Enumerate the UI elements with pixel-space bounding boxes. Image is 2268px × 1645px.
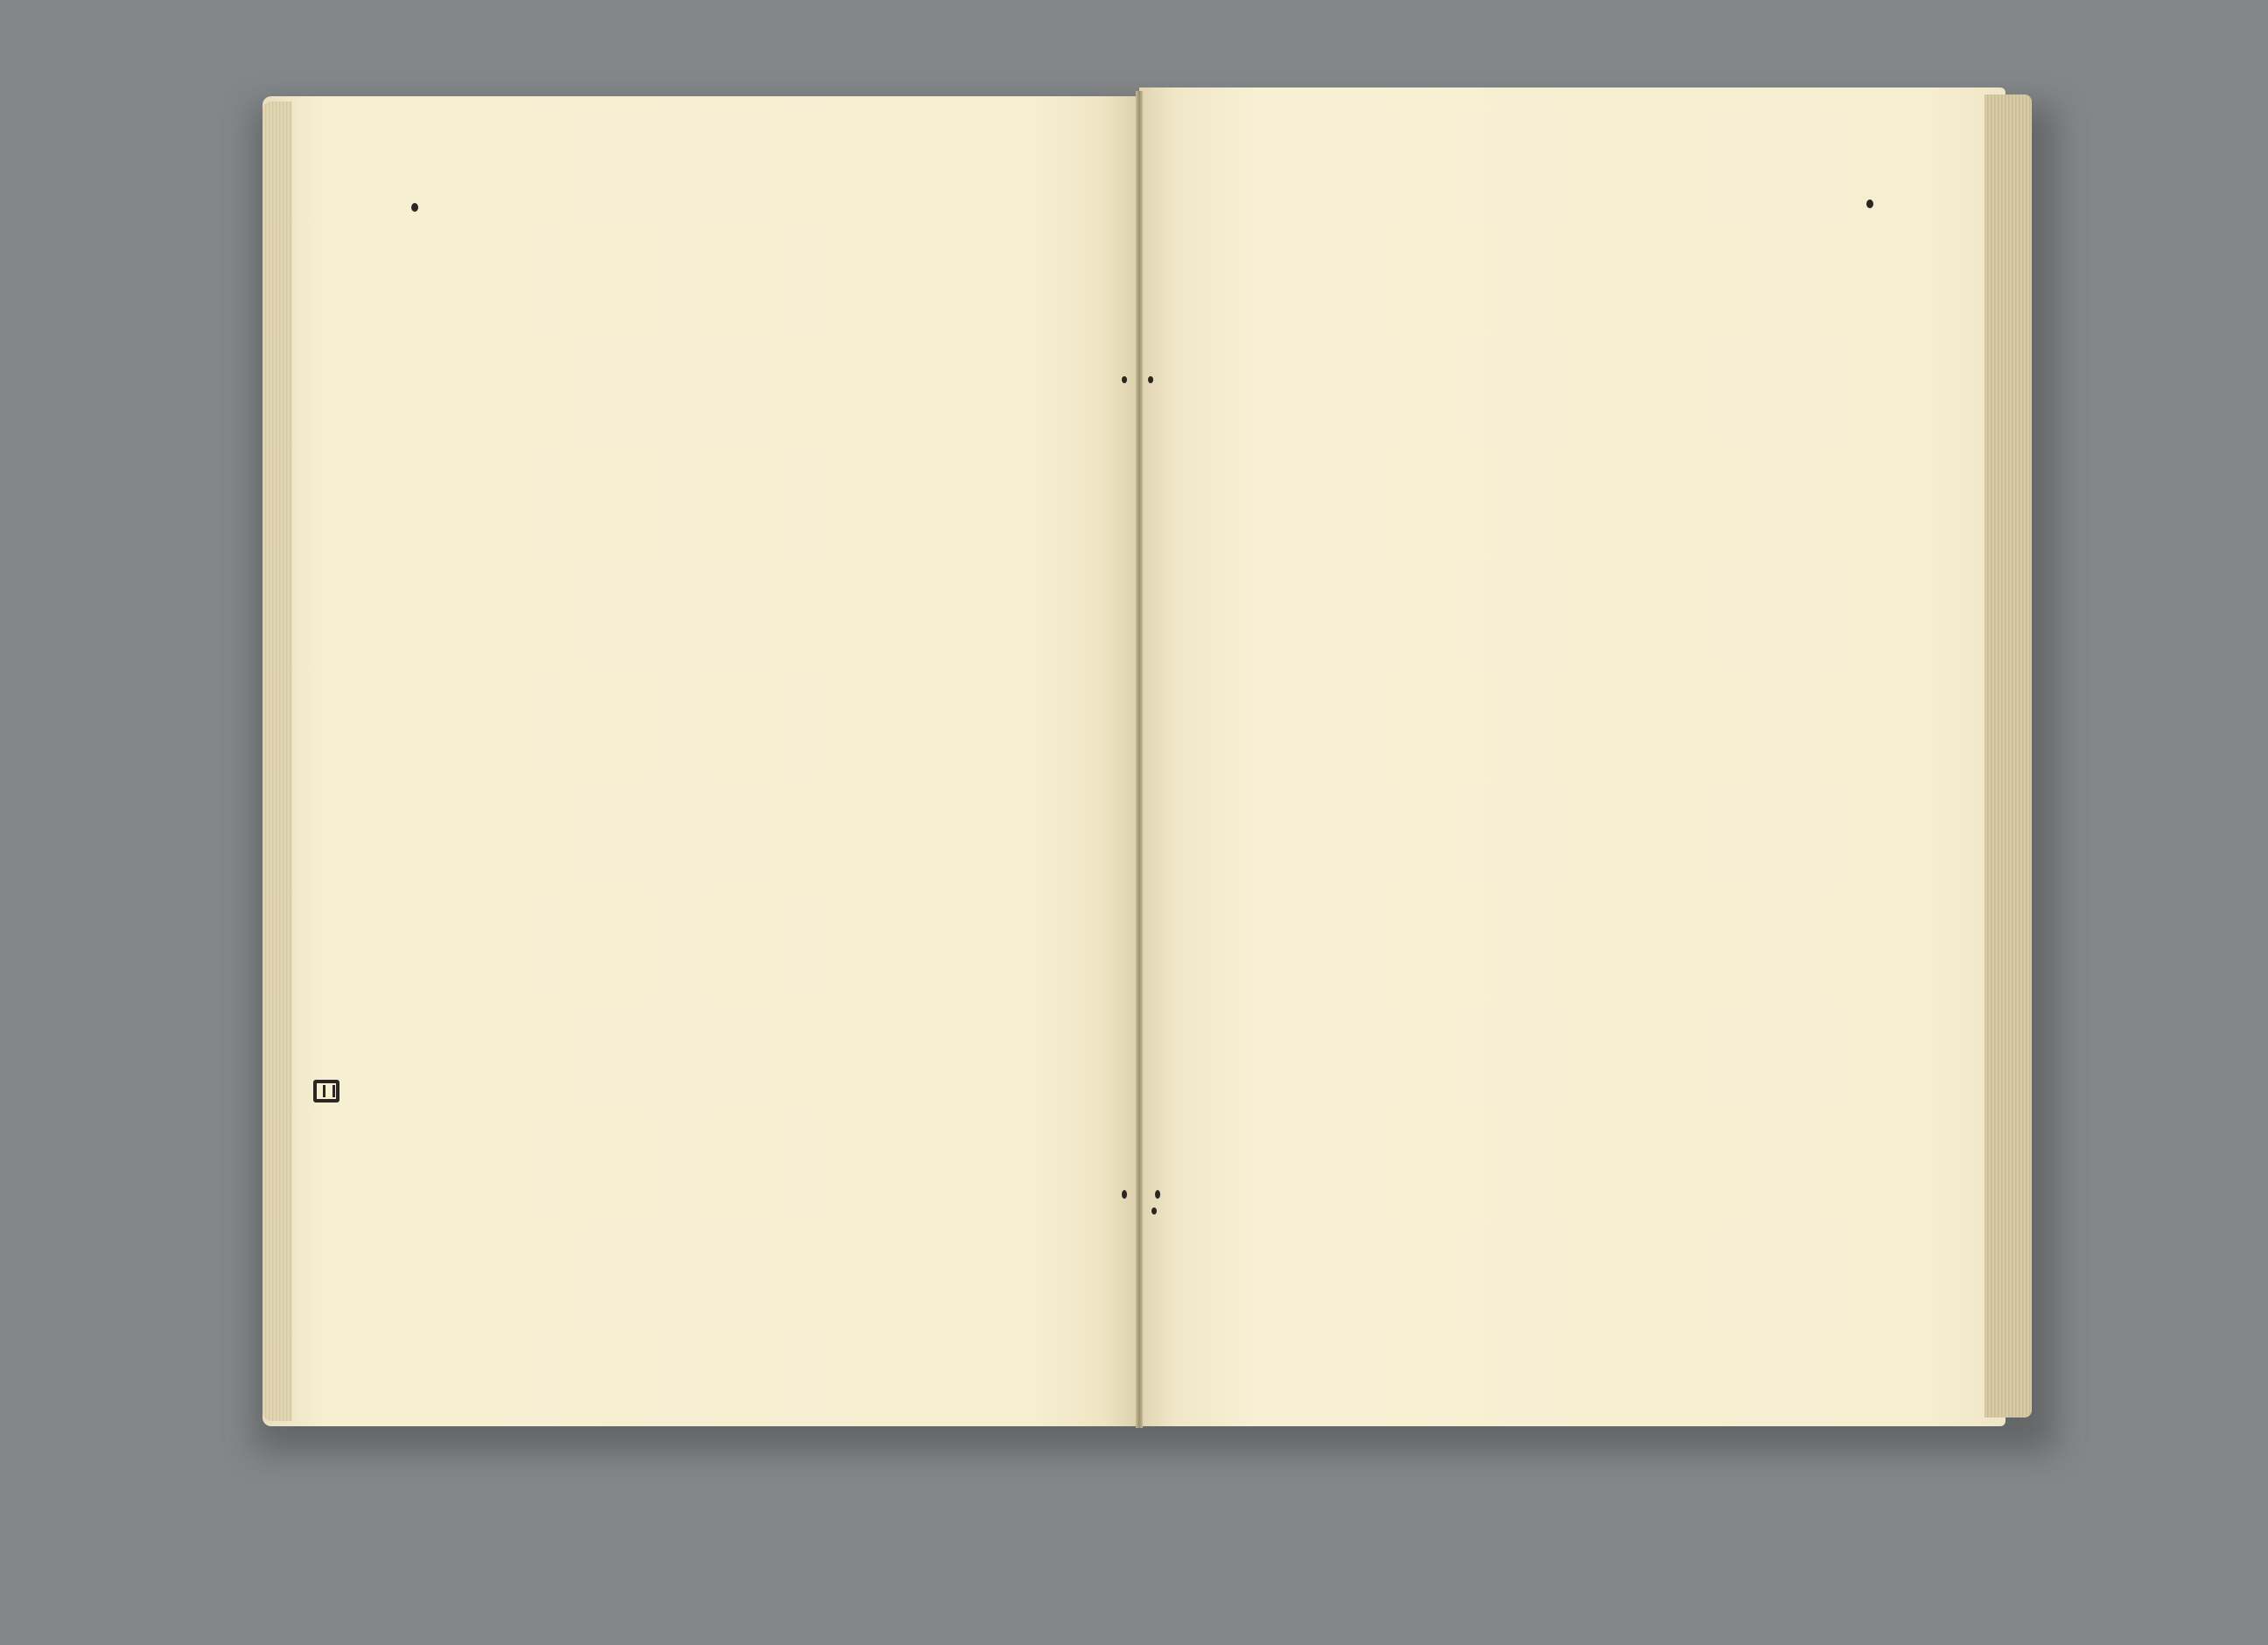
binding-mark: [1122, 1190, 1127, 1199]
text-column: [1234, 639, 1286, 1645]
ink-dot: [411, 203, 418, 212]
text-column: [1864, 639, 1916, 1645]
text-column: [508, 639, 560, 1645]
text-column: [429, 639, 481, 1645]
right-page-fore-edge: [1984, 94, 2032, 1418]
text-column: [1549, 639, 1601, 1645]
binding-mark: [1122, 376, 1127, 383]
text-column: [744, 639, 796, 1645]
text-column: [901, 639, 954, 1645]
binding-mark: [1155, 1190, 1160, 1199]
right-page-text-block: [1225, 315, 1908, 1348]
text-column: [1312, 639, 1365, 1645]
left-page-text-block: [332, 315, 1015, 1348]
text-column: [1785, 639, 1838, 1645]
text-column: [350, 639, 402, 1645]
text-column: [665, 639, 718, 1645]
ink-dot: [1866, 200, 1873, 208]
text-column: [822, 639, 875, 1645]
binding-mark: [1152, 1208, 1157, 1214]
book-gutter: [1136, 91, 1143, 1428]
text-column: [1391, 639, 1444, 1645]
binding-mark: [1148, 376, 1153, 383]
text-column: [980, 639, 1032, 1645]
text-column: [1470, 639, 1522, 1645]
text-column: [586, 639, 639, 1645]
text-column: [1628, 639, 1680, 1645]
text-column: [1706, 639, 1759, 1645]
left-page-fore-edge: [262, 102, 292, 1421]
